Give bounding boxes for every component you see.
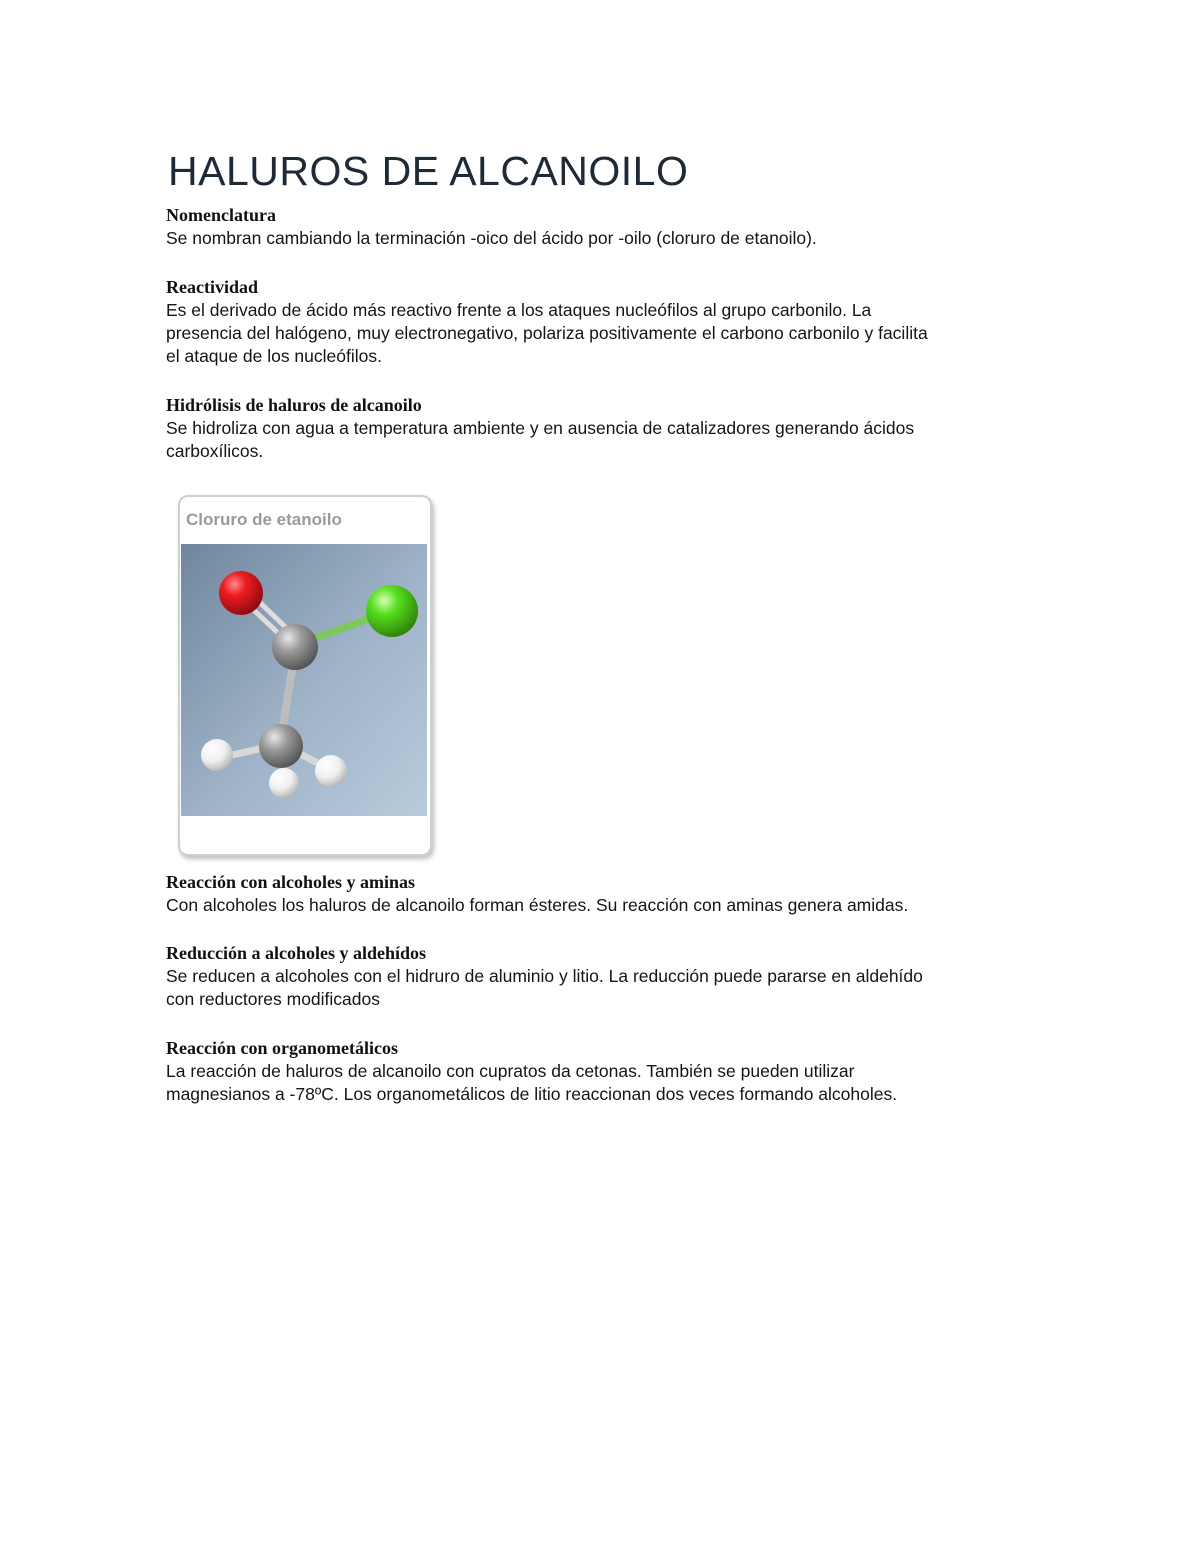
- section-reactividad: [166, 276, 1046, 368]
- section-heading: Reactividad: [166, 277, 258, 297]
- section-alcoholes-aminas: [166, 871, 1046, 917]
- section-heading: Reducción a alcoholes y aldehídos: [166, 943, 427, 963]
- molecule-figure-card: [178, 495, 432, 856]
- figure-background: [181, 544, 427, 816]
- paragraph-line: Es el derivado de ácido más reactivo frente a los ataques nucleófilos al grupo carbonilo. La: [166, 300, 872, 320]
- paragraph-line: magnesianos a -78ºC. Los organometálicos de litio reaccionan dos veces formando alcoholes.: [166, 1084, 898, 1104]
- paragraph-line: el ataque de los nucleófilos.: [166, 346, 382, 366]
- chlorine-atom: [366, 585, 418, 637]
- section-nomenclatura: [166, 204, 1046, 250]
- paragraph-line: Se hidroliza con agua a temperatura ambiente y en ausencia de catalizadores generando ácidos: [166, 418, 915, 438]
- paragraph-line: Con alcoholes los haluros de alcanoilo forman ésteres. Su reacción con aminas genera amidas.: [166, 895, 909, 915]
- section-hidrolisis: [166, 394, 1046, 463]
- methyl-carbon-atom: [259, 724, 303, 768]
- oxygen-atom: [219, 571, 263, 615]
- paragraph-line: presencia del halógeno, muy electronegativo, polariza positivamente el carbono carbonilo y facilita: [166, 323, 928, 343]
- paragraph-line: Se nombran cambiando la terminación -oico del ácido por -oilo (cloruro de etanoilo).: [166, 228, 817, 248]
- paragraph-line: Se reducen a alcoholes con el hidruro de aluminio y litio. La reducción puede pararse en aldehído: [166, 966, 923, 986]
- section-heading: Reacción con organometálicos: [166, 1038, 398, 1058]
- paragraph-line: carboxílicos.: [166, 441, 264, 461]
- carbonyl-carbon-atom: [272, 624, 318, 670]
- section-organometalicos: [166, 1037, 1046, 1106]
- paragraph-line: con reductores modificados: [166, 989, 380, 1009]
- section-heading: Reacción con alcoholes y aminas: [166, 872, 415, 892]
- paragraph-line: La reacción de haluros de alcanoilo con cupratos da cetonas. También se pueden utilizar: [166, 1061, 855, 1081]
- section-heading: Nomenclatura: [166, 205, 276, 225]
- hydrogen-atom-right: [315, 755, 347, 787]
- page-title: HALUROS DE ALCANOILO: [168, 148, 689, 194]
- hydrogen-atom-bottom: [269, 768, 299, 798]
- ethanoyl-chloride-molecule-image: [181, 544, 427, 816]
- hydrogen-atom-left: [201, 739, 233, 771]
- figure-title: Cloruro de etanoilo: [186, 510, 342, 529]
- section-heading: Hidrólisis de haluros de alcanoilo: [166, 395, 422, 415]
- section-reduccion: [166, 942, 1046, 1011]
